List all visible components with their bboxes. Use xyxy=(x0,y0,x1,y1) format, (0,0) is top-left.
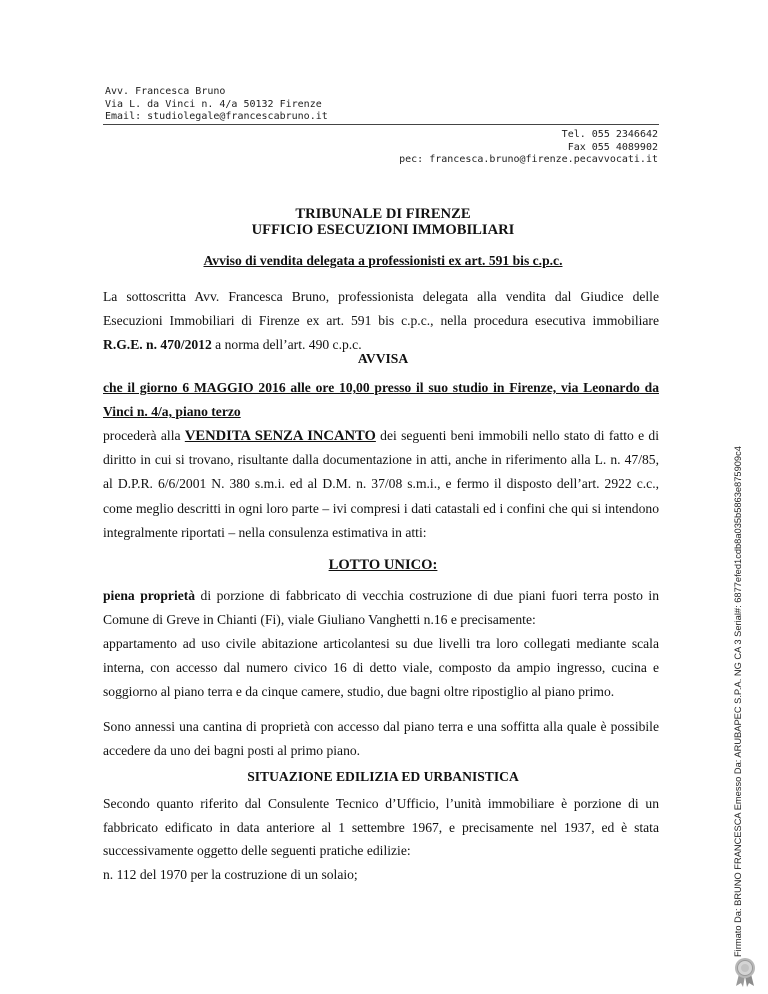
letterhead-right xyxy=(399,129,658,167)
annexes-paragraph: Sono annessi una cantina di proprietà con accesso dal piano terra e una soffitta alla quale è possibile accedere da uno dei bagni posti al primo piano. xyxy=(103,719,659,759)
sale-paragraph xyxy=(103,424,659,545)
digital-signature-stamp: Firmato Da: BRUNO FRANCESCA Emesso Da: ARUBAPEC S.P.A. NG CA 3 Serial#: 6877efed1cdb8a035b5863e875909c4 xyxy=(733,446,743,957)
apartment-description: appartamento ad uso civile abitazione articolantesi su due livelli tra loro collegati mediante scala interna, con accesso dal numero civico 16 di detto viale, composto da ampio ingresso, cucina e soggiorno al piano terra e da cinque camere, studio, due bagni oltre ripostiglio al piano primo. xyxy=(103,636,659,700)
lawyer-fax: Fax 055 4089902 xyxy=(567,141,658,153)
avvisa-heading: AVVISA xyxy=(357,351,409,366)
ownership-type: piena proprietà xyxy=(103,588,196,603)
lawyer-pec: pec: francesca.bruno@firenze.pecavvocati.it xyxy=(399,154,658,165)
court-office: UFFICIO ESECUZIONI IMMOBILIARI xyxy=(251,222,515,238)
sale-mode: VENDITA SENZA INCANTO xyxy=(184,428,376,444)
sale-date-place: che il giorno 6 MAGGIO 2016 alle ore 10,00 presso il suo studio in Firenze, via Leonardo da Vinci n. 4/a, piano terzo xyxy=(103,380,659,420)
lot-paragraph xyxy=(103,584,659,632)
notice-title: Avviso di vendita delegata a professionisti ex art. 591 bis c.p.c. xyxy=(203,253,563,268)
sale-text-rest: dei seguenti beni immobili nello stato di fatto e di diritto in cui si trovano, risultante dalla documentazione in atti, anche in riferimento alla L. n. 47/85, al D.P.R. 6/6/2001 N. 380 s.m.i. ed al D.M. n. 37/08 s.m.i., e fermo il disposto dell’art. 2922 c.c., come meglio descritti in ogni loro parte – ivi compresi i dati catastali ed i confini che qui si intendono integralmente riportati – nella consulenza estimativa in atti: xyxy=(103,428,660,540)
lot-heading: LOTTO UNICO: xyxy=(328,557,438,573)
intro-paragraph xyxy=(103,285,659,358)
building-permit-item: n. 112 del 1970 per la costruzione di un solaio; xyxy=(103,866,358,882)
rge-number: R.G.E. n. 470/2012 xyxy=(103,337,212,353)
urban-heading: SITUAZIONE EDILIZIA ED URBANISTICA xyxy=(247,769,519,784)
urban-paragraph xyxy=(103,792,659,886)
lawyer-email: Email: studiolegale@francescabruno.it xyxy=(105,111,328,122)
lawyer-tel: Tel. 055 2346642 xyxy=(561,129,658,140)
lawyer-name: Avv. Francesca Bruno xyxy=(105,86,226,97)
letterhead-left xyxy=(105,86,328,124)
lot-location: di porzione di fabbricato di vecchia costruzione di due piani fuori terra posto in Comune di Greve in Chianti (Fi), viale Giuliano Vanghetti n.16 e precisamente: xyxy=(103,588,659,628)
court-heading xyxy=(103,206,663,238)
court-name: TRIBUNALE DI FIRENZE xyxy=(295,206,471,222)
intro-text: La sottoscritta Avv. Francesca Bruno, professionista delegata alla vendita dal Giudice delle Esecuzioni Immobiliari di Firenze ex art. 591 bis c.p.c., nella procedura esecutiva immobiliare xyxy=(103,289,659,329)
lawyer-address: Via L. da Vinci n. 4/a 50132 Firenze xyxy=(105,98,322,110)
sale-text: procederà alla xyxy=(103,428,185,443)
header-divider xyxy=(103,124,659,125)
intro-text-end: a norma dell’art. 490 c.p.c. xyxy=(211,337,362,353)
rosette-seal-icon xyxy=(730,957,760,987)
urban-text: Secondo quanto riferito dal Consulente Tecnico d’Ufficio, l’unità immobiliare è porzione di un fabbricato edificato in data anteriore al 1 settembre 1967, e precisamente nel 1937, ed è stata successivamente oggetto delle seguenti pratiche edilizie: xyxy=(103,796,659,859)
